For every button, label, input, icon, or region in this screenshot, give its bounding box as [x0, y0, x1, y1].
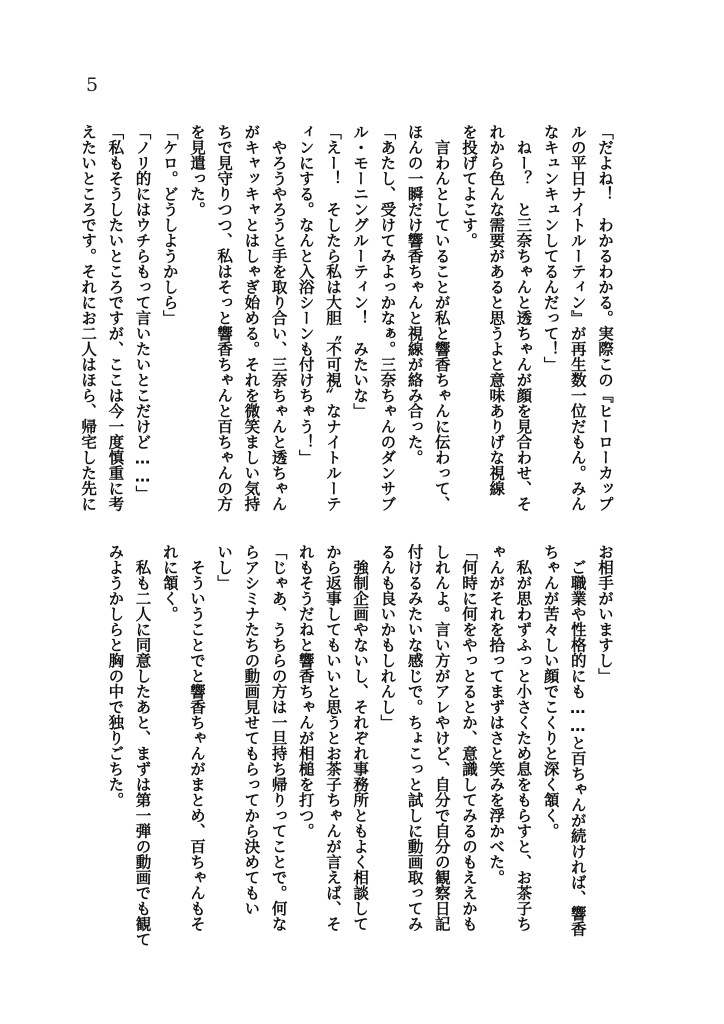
text-line: 「ノリ的にはウチらもって言いたいとこだけど……」 — [133, 124, 152, 501]
text-line: を見遣った。 — [187, 124, 206, 217]
text-line: 言わんとしていることが私と響香ちゃんに伝わって、 — [432, 124, 451, 512]
text-line: ほんの一瞬だけ響香ちゃんと視線が絡み合った。 — [405, 124, 424, 465]
text-line: なキュンキュンしてるんだって！」 — [541, 124, 560, 372]
text-line: 「私もそうしたいところですが、ここは今一度慎重に考 — [106, 124, 125, 512]
text-line: しれんよ。言い方がアレやけど、自分で自分の観察日記 — [432, 544, 451, 932]
text-line: やろうやろうと手を取り合い、三奈ちゃんと透ちゃん — [269, 124, 288, 512]
text-line: ルの平日ナイトルーティン』が再生数一位だもん。みん — [568, 124, 587, 512]
top-text-column — [79, 124, 618, 522]
text-line: ィンにする。なんと入浴シーンも付けちゃう！」 — [296, 124, 315, 465]
bottom-text-column — [106, 544, 618, 947]
text-line: 強制企画やないし、それぞれ事務所ともよく相談して — [351, 544, 370, 932]
text-line: ちで見守りつつ、私はそっと響香ちゃんと百ちゃんの方 — [215, 124, 234, 512]
text-line: 私も二人に同意したあと、まずは第一弾の動画でも観て — [133, 544, 152, 947]
text-line: がキャッキャとはしゃぎ始める。それを微笑ましい気持 — [242, 124, 261, 512]
text-line: お相手がいますし」 — [596, 544, 614, 684]
text-line: 「じゃあ、うちらの方は一旦持ち帰りってことで。何な — [269, 544, 288, 932]
text-line: いし」 — [215, 544, 234, 591]
text-line: ねー？ と三奈ちゃんと透ちゃんが顔を見合わせ、そ — [514, 124, 533, 512]
text-line: 付けるみたいな感じで。ちょこっと試しに動画取ってみ — [405, 544, 424, 932]
text-line: から返事してもいいと思うとお茶子ちゃんが言えば、そ — [323, 544, 342, 932]
text-line: 「何時に何をやっとるとか、意識してみるのもええかも — [459, 544, 478, 932]
text-line: 「ケロ。どうしようかしら」 — [160, 124, 179, 326]
text-line: を投げてよこす。 — [459, 124, 478, 248]
text-line: 「だよね！ わかるわかる。実際この『ヒーローカップ — [596, 124, 614, 512]
text-line: れに頷く。 — [160, 544, 179, 622]
page-number: 5 — [86, 74, 99, 96]
text-line: 「あたし、受けてみよっかなぁ。三奈ちゃんのダンサブ — [378, 124, 397, 512]
text-line: ちゃんが苦々しい顔でこくりと深く頷く。 — [541, 544, 560, 839]
text-line: れから色んな需要があると思うよと意味ありげな視線 — [487, 124, 506, 496]
text-line: みようかしらと胸の中で独りごちた。 — [106, 544, 125, 808]
text-line: えたいところです。それにお二人はほら、帰宅した先に — [79, 124, 98, 512]
text-line: 私が思わずふっと小さくため息をもらすと、お茶子ち — [514, 544, 533, 932]
text-line: そういうことでと響香ちゃんがまとめ、百ちゃんもそ — [187, 544, 206, 932]
text-line: れもそうだねと響香ちゃんが相槌を打つ。 — [296, 544, 315, 839]
text-line: らアシミナたちの動画見せてもらってから決めてもい — [242, 544, 261, 916]
text-line: 「えー！ そしたら私は大胆〝不可視〟なナイトルーテ — [323, 124, 342, 512]
text-line: ご職業や性格的にも……と百ちゃんが続ければ、響香 — [568, 544, 587, 937]
text-line: るんも良いかもしれんし」 — [378, 544, 397, 730]
text-line: ゃんがそれを拾ってまずはさと笑みを浮かべた。 — [487, 544, 506, 885]
text-line: ル・モーニングルーティン！ みたいな」 — [351, 124, 370, 419]
